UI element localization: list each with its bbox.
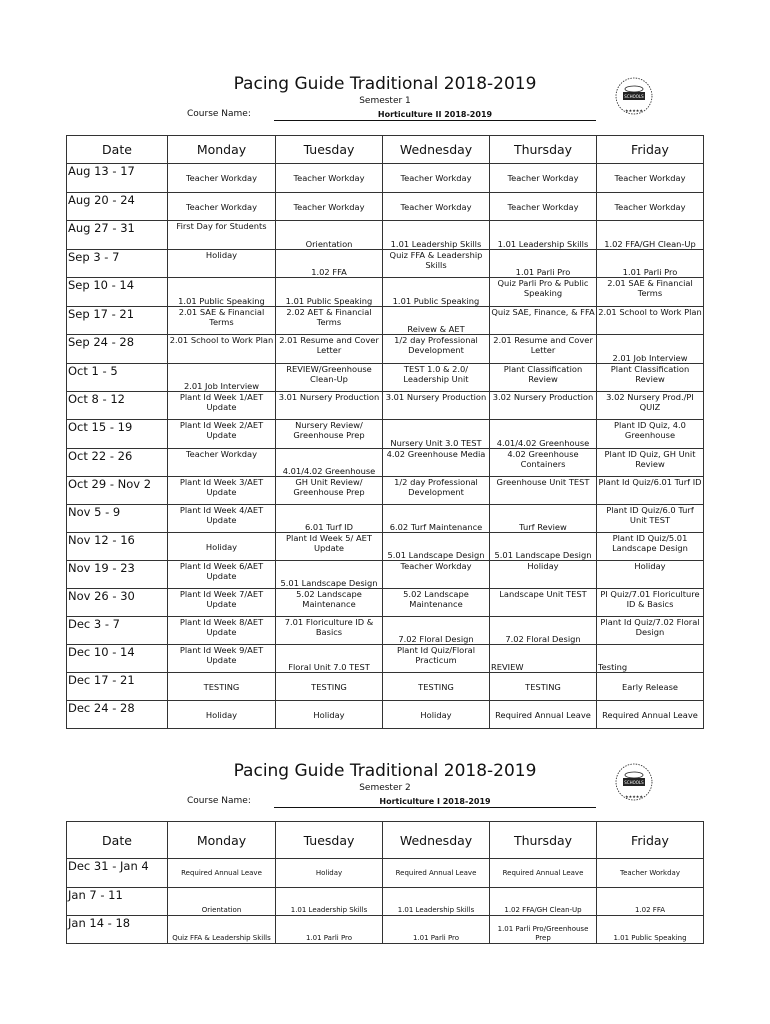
table-row <box>67 701 704 729</box>
svg-text:SCHOOLS: SCHOOLS <box>624 780 644 785</box>
cell-wednesday: TESTING <box>383 673 490 701</box>
cell-friday: PI Quiz/7.01 Floriculture ID & Basics <box>597 589 704 617</box>
cell-tuesday: 1.01 Leadership Skills <box>276 888 383 916</box>
cell-monday: Teacher Workday <box>168 193 276 221</box>
table-row <box>67 673 704 701</box>
cell-wednesday: 1.01 Public Speaking <box>383 278 490 307</box>
cell-friday: Teacher Workday <box>597 859 704 888</box>
course-name-value-2: Horticulture I 2018-2019 <box>274 797 596 808</box>
header-monday: Monday <box>168 136 276 164</box>
cell-thursday: 1.01 Parli Pro/Greenhouse Prep <box>490 916 597 944</box>
row-date: Nov 5 - 9 <box>67 505 168 533</box>
cell-tuesday: 3.01 Nursery Production <box>276 392 383 420</box>
cell-friday: 2.01 Job Interview <box>597 335 704 364</box>
cell-tuesday: Teacher Workday <box>276 193 383 221</box>
cell-wednesday: 4.02 Greenhouse Media <box>383 449 490 477</box>
cell-thursday: Turf Review <box>490 505 597 533</box>
cell-tuesday: TESTING <box>276 673 383 701</box>
cell-monday: Orientation <box>168 888 276 916</box>
table-header-row <box>67 822 704 859</box>
cell-monday: Holiday <box>168 250 276 278</box>
row-date: Sep 3 - 7 <box>67 250 168 278</box>
table-row <box>67 364 704 392</box>
cell-friday: Teacher Workday <box>597 164 704 193</box>
cell-tuesday: 1.02 FFA <box>276 250 383 278</box>
cell-monday: Plant Id Week 4/AET Update <box>168 505 276 533</box>
row-date: Dec 10 - 14 <box>67 645 168 673</box>
cell-friday: 1.01 Public Speaking <box>597 916 704 944</box>
header-tuesday: Tuesday <box>276 136 383 164</box>
pacing-table-semester-2 <box>66 821 704 944</box>
cell-monday: 2.01 SAE & Financial Terms <box>168 307 276 335</box>
course-name-label-1: Course Name: <box>187 109 251 119</box>
pacing-table-semester-1 <box>66 135 704 729</box>
cell-thursday: Greenhouse Unit TEST <box>490 477 597 505</box>
cell-thursday: Teacher Workday <box>490 164 597 193</box>
header-thursday: Thursday <box>490 136 597 164</box>
row-date: Jan 7 - 11 <box>67 888 168 916</box>
cell-thursday: 1.01 Parli Pro <box>490 250 597 278</box>
cell-wednesday: 1/2 day Professional Development <box>383 335 490 364</box>
svg-text:★★★★★: ★★★★★ <box>625 794 643 799</box>
cell-friday: 1.01 Parli Pro <box>597 250 704 278</box>
cell-wednesday: Nursery Unit 3.0 TEST <box>383 420 490 449</box>
table-row <box>67 645 704 673</box>
header-wednesday: Wednesday <box>383 822 490 859</box>
table-row <box>67 250 704 278</box>
cell-monday: TESTING <box>168 673 276 701</box>
table-header-row <box>67 136 704 164</box>
page-title-semester-1: Pacing Guide Traditional 2018-2019 <box>233 74 537 94</box>
cell-monday: 1.01 Public Speaking <box>168 278 276 307</box>
cell-tuesday: Holiday <box>276 859 383 888</box>
cell-tuesday: Teacher Workday <box>276 164 383 193</box>
row-date: Dec 24 - 28 <box>67 701 168 729</box>
cell-thursday: Teacher Workday <box>490 193 597 221</box>
header-wednesday: Wednesday <box>383 136 490 164</box>
cell-monday: Plant Id Week 3/AET Update <box>168 477 276 505</box>
cell-wednesday: 5.02 Landscape Maintenance <box>383 589 490 617</box>
cell-monday: Plant Id Week 6/AET Update <box>168 561 276 589</box>
cell-monday: 2.01 Job Interview <box>168 364 276 392</box>
cell-friday: Early Release <box>597 673 704 701</box>
cell-wednesday: Teacher Workday <box>383 193 490 221</box>
school-seal-logo <box>608 76 660 116</box>
course-name-value-1: Horticulture II 2018-2019 <box>274 110 596 121</box>
table-row <box>67 477 704 505</box>
cell-thursday: 3.02 Nursery Production <box>490 392 597 420</box>
cell-monday: Plant Id Week 1/AET Update <box>168 392 276 420</box>
table-row <box>67 278 704 307</box>
cell-friday: 3.02 Nursery Prod./PI QUIZ <box>597 392 704 420</box>
row-date: Oct 22 - 26 <box>67 449 168 477</box>
cell-wednesday: 1.01 Leadership Skills <box>383 888 490 916</box>
table-row <box>67 193 704 221</box>
cell-wednesday: 7.02 Floral Design <box>383 617 490 645</box>
cell-monday: Plant Id Week 2/AET Update <box>168 420 276 449</box>
row-date: Oct 1 - 5 <box>67 364 168 392</box>
cell-thursday: REVIEW <box>490 645 597 673</box>
cell-friday: Plant ID Quiz/6.0 Turf Unit TEST <box>597 505 704 533</box>
cell-friday: Holiday <box>597 561 704 589</box>
cell-monday: First Day for Students <box>168 221 276 250</box>
row-date: Sep 10 - 14 <box>67 278 168 307</box>
cell-tuesday: Holiday <box>276 701 383 729</box>
cell-wednesday: Quiz FFA & Leadership Skills <box>383 250 490 278</box>
header-friday: Friday <box>597 136 704 164</box>
cell-thursday: Quiz Parli Pro & Public Speaking <box>490 278 597 307</box>
cell-friday: Teacher Workday <box>597 193 704 221</box>
cell-tuesday: Plant Id Week 5/ AET Update <box>276 533 383 561</box>
table-row <box>67 420 704 449</box>
table-row <box>67 221 704 250</box>
cell-tuesday: 1.01 Parli Pro <box>276 916 383 944</box>
cell-wednesday: 3.01 Nursery Production <box>383 392 490 420</box>
cell-thursday: Quiz SAE, Finance, & FFA <box>490 307 597 335</box>
cell-wednesday: 1/2 day Professional Development <box>383 477 490 505</box>
table-row <box>67 533 704 561</box>
row-date: Jan 14 - 18 <box>67 916 168 944</box>
page-title-semester-2: Pacing Guide Traditional 2018-2019 <box>233 761 537 781</box>
row-date: Nov 19 - 23 <box>67 561 168 589</box>
cell-friday: 2.01 School to Work Plan <box>597 307 704 335</box>
course-name-label-2: Course Name: <box>187 796 251 806</box>
table-row <box>67 859 704 888</box>
cell-wednesday: Reivew & AET <box>383 307 490 335</box>
row-date: Dec 3 - 7 <box>67 617 168 645</box>
cell-friday: 2.01 SAE & Financial Terms <box>597 278 704 307</box>
row-date: Sep 17 - 21 <box>67 307 168 335</box>
cell-friday: Plant Id Quiz/7.02 Floral Design <box>597 617 704 645</box>
cell-monday: Plant Id Week 8/AET Update <box>168 617 276 645</box>
cell-friday: Plant ID Quiz, GH Unit Review <box>597 449 704 477</box>
cell-monday: Holiday <box>168 701 276 729</box>
cell-monday: Holiday <box>168 533 276 561</box>
row-date: Aug 13 - 17 <box>67 164 168 193</box>
cell-thursday: 4.01/4.02 Greenhouse <box>490 420 597 449</box>
cell-thursday: Landscape Unit TEST <box>490 589 597 617</box>
table-row <box>67 335 704 364</box>
cell-wednesday: TEST 1.0 & 2.0/ Leadership Unit <box>383 364 490 392</box>
cell-thursday: 7.02 Floral Design <box>490 617 597 645</box>
cell-wednesday: Teacher Workday <box>383 561 490 589</box>
cell-wednesday: Required Annual Leave <box>383 859 490 888</box>
cell-tuesday: REVIEW/Greenhouse Clean-Up <box>276 364 383 392</box>
cell-wednesday: 1.01 Parli Pro <box>383 916 490 944</box>
cell-tuesday: 7.01 Floriculture ID & Basics <box>276 617 383 645</box>
cell-wednesday: 1.01 Leadership Skills <box>383 221 490 250</box>
cell-thursday: 2.01 Resume and Cover Letter <box>490 335 597 364</box>
cell-monday: Quiz FFA & Leadership Skills <box>168 916 276 944</box>
table-row <box>67 307 704 335</box>
cell-tuesday: 1.01 Public Speaking <box>276 278 383 307</box>
header-date: Date <box>67 822 168 859</box>
cell-tuesday: Orientation <box>276 221 383 250</box>
header-tuesday: Tuesday <box>276 822 383 859</box>
table-row <box>67 449 704 477</box>
cell-friday: Plant Id Quiz/6.01 Turf ID <box>597 477 704 505</box>
table-row <box>67 164 704 193</box>
row-date: Dec 31 - Jan 4 <box>67 859 168 888</box>
cell-thursday: Plant Classification Review <box>490 364 597 392</box>
cell-tuesday: Floral Unit 7.0 TEST <box>276 645 383 673</box>
cell-tuesday: 2.01 Resume and Cover Letter <box>276 335 383 364</box>
cell-friday: Plant ID Quiz/5.01 Landscape Design <box>597 533 704 561</box>
header-thursday: Thursday <box>490 822 597 859</box>
cell-thursday: Required Annual Leave <box>490 701 597 729</box>
cell-friday: Plant Classification Review <box>597 364 704 392</box>
table-row <box>67 888 704 916</box>
table-row <box>67 392 704 420</box>
header-monday: Monday <box>168 822 276 859</box>
semester-label-1: Semester 1 <box>359 96 411 106</box>
cell-thursday: 1.02 FFA/GH Clean-Up <box>490 888 597 916</box>
cell-friday: 1.02 FFA <box>597 888 704 916</box>
table-row <box>67 561 704 589</box>
cell-tuesday: 4.01/4.02 Greenhouse <box>276 449 383 477</box>
cell-thursday: Required Annual Leave <box>490 859 597 888</box>
header-date: Date <box>67 136 168 164</box>
svg-text:SCHOOLS: SCHOOLS <box>624 94 644 99</box>
cell-wednesday: Teacher Workday <box>383 164 490 193</box>
semester-label-2: Semester 2 <box>359 783 411 793</box>
row-date: Oct 15 - 19 <box>67 420 168 449</box>
cell-friday: Testing <box>597 645 704 673</box>
row-date: Nov 26 - 30 <box>67 589 168 617</box>
cell-wednesday: Plant Id Quiz/Floral Practicum <box>383 645 490 673</box>
cell-wednesday: Holiday <box>383 701 490 729</box>
cell-tuesday: 5.02 Landscape Maintenance <box>276 589 383 617</box>
cell-friday: Plant ID Quiz, 4.0 Greenhouse <box>597 420 704 449</box>
cell-tuesday: 6.01 Turf ID <box>276 505 383 533</box>
cell-wednesday: 6.02 Turf Maintenance <box>383 505 490 533</box>
cell-monday: Teacher Workday <box>168 449 276 477</box>
cell-monday: Teacher Workday <box>168 164 276 193</box>
row-date: Oct 8 - 12 <box>67 392 168 420</box>
row-date: Sep 24 - 28 <box>67 335 168 364</box>
svg-text:★★★★★: ★★★★★ <box>625 108 643 113</box>
row-date: Dec 17 - 21 <box>67 673 168 701</box>
cell-thursday: 4.02 Greenhouse Containers <box>490 449 597 477</box>
row-date: Oct 29 - Nov 2 <box>67 477 168 505</box>
table-row <box>67 916 704 944</box>
header-friday: Friday <box>597 822 704 859</box>
cell-monday: 2.01 School to Work Plan <box>168 335 276 364</box>
table-row <box>67 589 704 617</box>
cell-tuesday: 2.02 AET & Financial Terms <box>276 307 383 335</box>
cell-tuesday: 5.01 Landscape Design <box>276 561 383 589</box>
cell-monday: Plant Id Week 7/AET Update <box>168 589 276 617</box>
table-row <box>67 617 704 645</box>
cell-tuesday: GH Unit Review/ Greenhouse Prep <box>276 477 383 505</box>
cell-thursday: 5.01 Landscape Design <box>490 533 597 561</box>
row-date: Aug 20 - 24 <box>67 193 168 221</box>
cell-thursday: 1.01 Leadership Skills <box>490 221 597 250</box>
cell-monday: Required Annual Leave <box>168 859 276 888</box>
cell-thursday: Holiday <box>490 561 597 589</box>
row-date: Aug 27 - 31 <box>67 221 168 250</box>
school-seal-logo-2 <box>608 762 660 802</box>
cell-thursday: TESTING <box>490 673 597 701</box>
table-row <box>67 505 704 533</box>
cell-wednesday: 5.01 Landscape Design <box>383 533 490 561</box>
row-date: Nov 12 - 16 <box>67 533 168 561</box>
cell-friday: Required Annual Leave <box>597 701 704 729</box>
cell-tuesday: Nursery Review/ Greenhouse Prep <box>276 420 383 449</box>
cell-monday: Plant Id Week 9/AET Update <box>168 645 276 673</box>
cell-friday: 1.02 FFA/GH Clean-Up <box>597 221 704 250</box>
